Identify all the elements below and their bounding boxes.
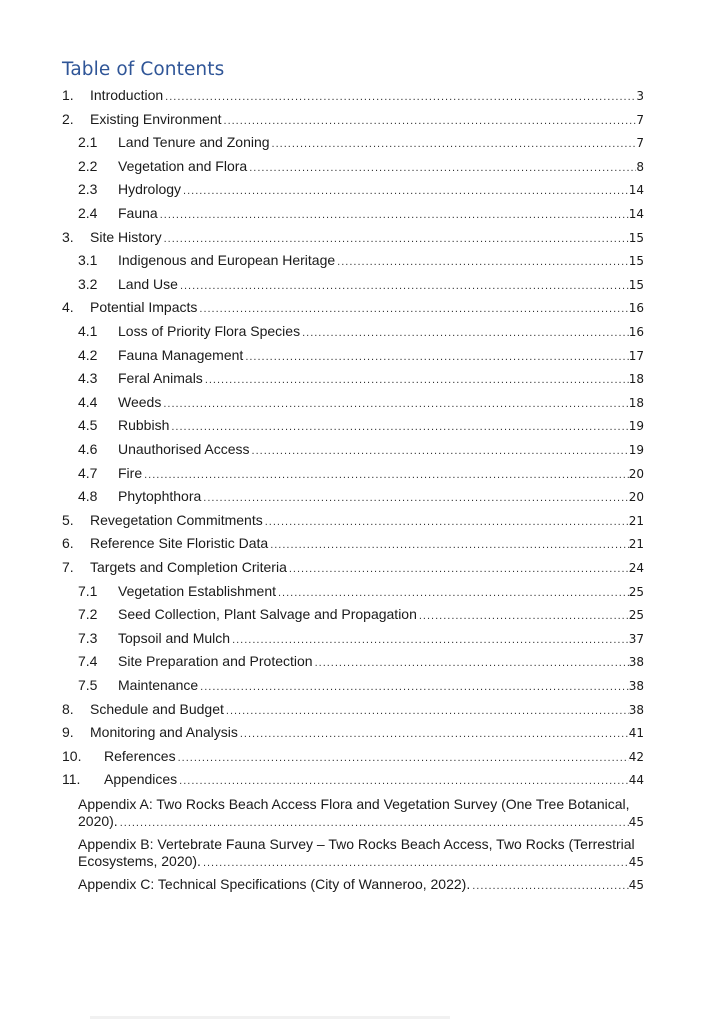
toc-entry-number: 9. — [62, 724, 74, 741]
dot-leader — [268, 534, 629, 556]
appendix-title-cont: 2020). — [78, 813, 118, 829]
dot-leader — [158, 204, 629, 226]
toc-entry-number: 4.7 — [78, 464, 98, 481]
toc-entry-page: 18 — [628, 372, 644, 387]
dot-leader — [201, 855, 629, 872]
dot-leader — [287, 558, 629, 580]
toc-entry-number: 7.4 — [78, 653, 98, 670]
toc-entry-label: Unauthorised Access — [118, 441, 250, 457]
dot-leader — [198, 676, 629, 698]
toc-entry-label: Schedule and Budget — [90, 700, 224, 717]
toc-entry[interactable] — [0, 344, 706, 366]
appendix-page: 45 — [628, 815, 644, 829]
dot-leader — [276, 582, 629, 604]
toc-entry-page: 38 — [628, 679, 644, 693]
dot-leader — [238, 723, 629, 745]
toc-entry-label: Feral Animals — [118, 370, 203, 387]
toc-entry-number: 10. — [62, 747, 82, 764]
dot-leader — [162, 228, 629, 250]
toc-entry-number: 2.1 — [78, 134, 98, 151]
toc-entry-page: 19 — [628, 443, 644, 457]
toc-entry-page: 17 — [628, 348, 644, 363]
toc-entry-page: 16 — [628, 301, 644, 316]
toc-entry[interactable] — [0, 202, 706, 224]
toc-entry-number: 4.8 — [78, 488, 98, 505]
dot-leader — [176, 747, 629, 769]
toc-entry-label: Hydrology — [118, 181, 182, 198]
toc-entry-page: 7 — [636, 112, 644, 127]
toc-entry-label: Reference Site Floristic Data — [90, 535, 269, 552]
toc-entry-label: Fauna — [118, 205, 158, 221]
toc-entry-label: Targets and Completion Criteria — [90, 559, 287, 575]
dot-leader — [300, 322, 629, 344]
toc-entry-number: 4.1 — [78, 323, 98, 339]
dot-leader — [197, 298, 628, 320]
appendix-title-cont: Appendix C: Technical Specifications (City of Wanneroo, 2022). — [78, 876, 471, 892]
toc-entry[interactable] — [0, 320, 706, 342]
toc-entry[interactable] — [0, 273, 706, 295]
toc-entry-label: Existing Environment — [90, 110, 222, 127]
appendix-title-cont: Ecosystems, 2020). — [78, 853, 201, 869]
toc-entry[interactable] — [0, 226, 706, 248]
toc-entry-label: Indigenous and European Heritage — [118, 252, 336, 269]
toc-entry-page: 38 — [628, 655, 644, 670]
toc-entry-label: Introduction — [90, 87, 164, 103]
toc-entry[interactable] — [0, 674, 706, 696]
toc-entry-page: 14 — [628, 183, 644, 198]
appendix-title: Appendix B: Vertebrate Fauna Survey – Two Rocks Beach Access, Two Rocks (Terrestrial — [78, 836, 635, 852]
toc-entry-number: 3.1 — [78, 252, 98, 269]
dot-leader — [203, 369, 629, 391]
toc-entry-page: 18 — [628, 395, 644, 410]
toc-entry[interactable] — [0, 698, 706, 720]
toc-entry-page: 21 — [628, 513, 644, 528]
toc-entry-label: Vegetation Establishment — [118, 582, 276, 599]
toc-entry-label: Site History — [90, 228, 162, 245]
footer-rule — [90, 1016, 450, 1019]
dot-leader — [181, 180, 629, 202]
toc-entry[interactable] — [0, 414, 706, 436]
toc-entry-label: Land Use — [118, 275, 178, 292]
toc-entry-page: 15 — [628, 230, 644, 245]
toc-entry-label: Seed Collection, Plant Salvage and Propagation — [118, 606, 417, 623]
appendix-entry[interactable] — [78, 796, 644, 832]
dot-leader — [118, 815, 629, 832]
dot-leader — [335, 251, 629, 273]
toc-entry-page: 15 — [628, 277, 644, 292]
appendix-entry[interactable] — [78, 836, 644, 872]
dot-leader — [247, 157, 636, 179]
dot-leader — [313, 652, 629, 674]
toc-entry-label: References — [104, 747, 176, 764]
toc-entry-page: 7 — [636, 136, 644, 151]
dot-leader — [222, 110, 637, 132]
toc-entry-number: 2.2 — [78, 157, 98, 174]
toc-entry-number: 7.2 — [78, 606, 98, 623]
dot-leader — [161, 393, 628, 415]
toc-entry[interactable] — [0, 178, 706, 200]
dot-leader — [177, 770, 629, 792]
appendix-entry[interactable] — [78, 876, 644, 895]
toc-entry-page: 41 — [628, 726, 644, 741]
toc-entry-page: 38 — [628, 702, 644, 717]
dot-leader — [270, 133, 637, 155]
dot-leader — [470, 878, 629, 895]
toc-entry-number: 2.4 — [78, 205, 98, 221]
toc-entry[interactable] — [0, 509, 706, 531]
toc-entry-page: 42 — [628, 749, 644, 764]
appendix-page: 45 — [628, 855, 644, 869]
toc-entry-number: 2. — [62, 110, 74, 127]
toc-entry[interactable] — [0, 249, 706, 271]
dot-leader — [243, 346, 628, 368]
toc-entry-label: Topsoil and Mulch — [118, 629, 231, 646]
toc-entry-page: 20 — [628, 490, 644, 505]
toc-entry-number: 8. — [62, 700, 74, 717]
dot-leader — [201, 487, 628, 509]
toc-entry-number: 4. — [62, 299, 74, 316]
toc-entry-page: 16 — [628, 325, 644, 339]
toc-entry-label: Fauna Management — [118, 346, 244, 363]
toc-entry-page: 25 — [628, 584, 644, 599]
toc-entry-label: Monitoring and Analysis — [90, 724, 238, 741]
toc-entry[interactable] — [0, 721, 706, 743]
toc-entry-page: 21 — [628, 537, 644, 552]
toc-entry[interactable] — [0, 462, 706, 484]
toc-entry-number: 1. — [62, 87, 74, 103]
toc-entry-page: 14 — [628, 207, 644, 221]
toc-entry[interactable] — [0, 532, 706, 554]
page-title: Table of Contents — [62, 59, 225, 80]
dot-leader — [230, 629, 629, 651]
toc-entry-label: Appendices — [104, 771, 178, 788]
toc-entry-page: 24 — [628, 561, 644, 575]
toc-entry-number: 7.5 — [78, 677, 98, 693]
toc-entry-label: Weeds — [118, 393, 162, 410]
toc-entry-page: 19 — [628, 419, 644, 434]
toc-entry-label: Site Preparation and Protection — [118, 653, 313, 670]
toc-entry-number: 4.4 — [78, 393, 98, 410]
toc-entry-page: 3 — [636, 89, 644, 103]
toc-entry[interactable] — [0, 84, 706, 106]
toc-entry-number: 2.3 — [78, 181, 98, 198]
toc-entry-label: Phytophthora — [118, 488, 202, 505]
toc-entry[interactable] — [0, 745, 706, 767]
dot-leader — [169, 416, 628, 438]
toc-entry[interactable] — [0, 485, 706, 507]
toc-entry-number: 7.1 — [78, 582, 98, 599]
dot-leader — [163, 86, 636, 108]
toc-entry[interactable] — [0, 556, 706, 578]
toc-entry-page: 20 — [628, 466, 644, 481]
toc-entry-label: Land Tenure and Zoning — [118, 134, 270, 151]
toc-entry-label: Vegetation and Flora — [118, 157, 248, 174]
toc-entry-number: 4.5 — [78, 417, 98, 434]
toc-entry-label: Rubbish — [118, 417, 170, 434]
toc-entry-page: 25 — [628, 608, 644, 623]
dot-leader — [142, 464, 629, 486]
toc-entry-number: 6. — [62, 535, 74, 552]
toc-entry[interactable] — [0, 131, 706, 153]
toc-entry-number: 11. — [62, 771, 81, 788]
dot-leader — [263, 511, 629, 533]
dot-leader — [224, 700, 629, 722]
toc-entry[interactable] — [0, 108, 706, 130]
toc-entry[interactable] — [0, 155, 706, 177]
toc-entry-number: 4.3 — [78, 370, 98, 387]
toc-entry[interactable] — [0, 768, 706, 790]
dot-leader — [250, 440, 629, 462]
toc-entry-label: Fire — [118, 464, 143, 481]
appendix-page: 45 — [628, 878, 644, 892]
toc-entry[interactable] — [0, 650, 706, 672]
appendix-title: Appendix A: Two Rocks Beach Access Flora and Vegetation Survey (One Tree Botanical, — [78, 796, 630, 812]
toc-entry-number: 3.2 — [78, 275, 98, 292]
toc-entry-label: Loss of Priority Flora Species — [118, 323, 301, 339]
toc-entry-number: 7.3 — [78, 629, 98, 646]
toc-entry[interactable] — [0, 296, 706, 318]
toc-entry-number: 4.2 — [78, 346, 98, 363]
toc-entry-number: 5. — [62, 511, 74, 528]
toc-entry-page: 44 — [628, 773, 644, 788]
toc-entry[interactable] — [0, 367, 706, 389]
toc-entry[interactable] — [0, 627, 706, 649]
dot-leader — [178, 275, 629, 297]
toc-entry-page: 15 — [628, 254, 644, 269]
toc-entry-number: 4.6 — [78, 441, 98, 457]
toc-entry-page: 37 — [628, 631, 644, 646]
dot-leader — [417, 605, 629, 627]
toc-entry-number: 3. — [62, 228, 74, 245]
toc-entry-label: Revegetation Commitments — [90, 511, 263, 528]
toc-entry[interactable] — [0, 391, 706, 413]
toc-entry-label: Potential Impacts — [90, 299, 198, 316]
toc-entry[interactable] — [0, 580, 706, 602]
toc-entry-page: 8 — [636, 159, 644, 174]
toc-entry[interactable] — [0, 438, 706, 460]
toc-entry-number: 7. — [62, 559, 74, 575]
toc-entry[interactable] — [0, 603, 706, 625]
toc-entry-label: Maintenance — [118, 677, 199, 693]
